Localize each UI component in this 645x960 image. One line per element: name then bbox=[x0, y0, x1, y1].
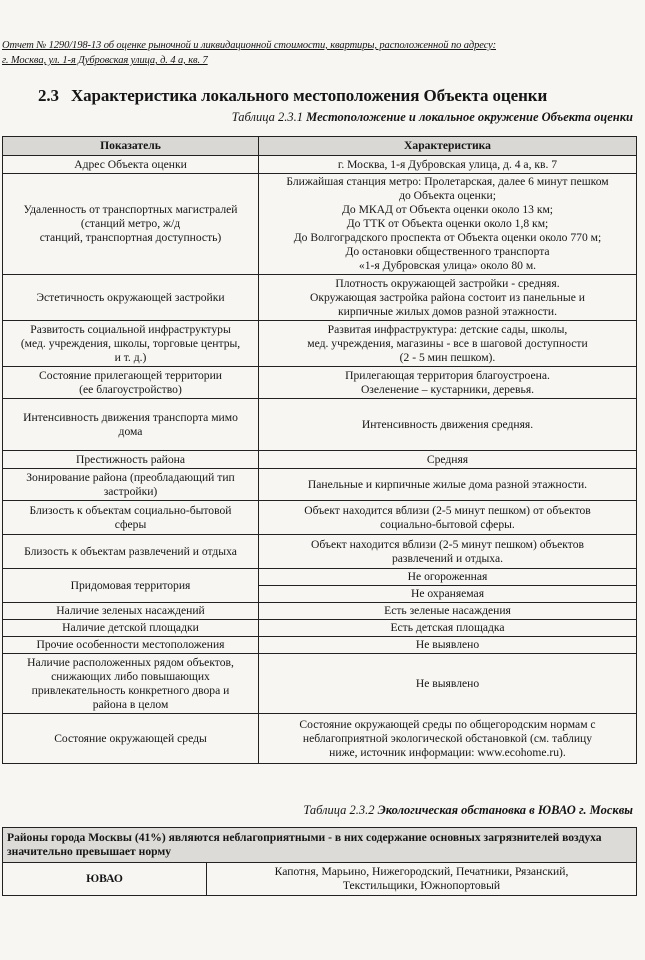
ecology-table bbox=[2, 827, 637, 896]
table2-caption bbox=[303, 803, 633, 818]
row-label: Удаленность от транспортных магистралей (станций метро, ж/д станций, транспортная доступность) bbox=[3, 174, 259, 275]
table-row bbox=[3, 535, 637, 569]
row-value: Панельные и кирпичные жилые дома разной этажности. bbox=[259, 469, 637, 501]
table-row bbox=[3, 637, 637, 654]
row-label: Близость к объектам развлечений и отдыха bbox=[3, 535, 259, 569]
row-label: Наличие расположенных рядом объектов, снижающих либо повышающих привлекательность конкретного двора и района в целом bbox=[3, 654, 259, 714]
row-value: Состояние окружающей среды по общегородским нормам с неблагоприятной экологической обстановкой (см. таблицу ниже, источник информации: www.ecohome.ru). bbox=[259, 714, 637, 764]
row-label: Придомовая территория bbox=[3, 569, 259, 603]
row-value: Не огороженная bbox=[259, 569, 637, 586]
row-label: Развитость социальной инфраструктуры (мед. учреждения, школы, торговые центры, и т. д.) bbox=[3, 321, 259, 367]
location-table bbox=[2, 136, 637, 764]
row-label: Эстетичность окружающей застройки bbox=[3, 275, 259, 321]
row-label: Прочие особенности местоположения bbox=[3, 637, 259, 654]
row-value: Плотность окружающей застройки - средняя. Окружающая застройка района состоит из панельные и кирпичные жилых домов разной этажности. bbox=[259, 275, 637, 321]
district-areas: Капотня, Марьино, Нижегородский, Печатники, Рязанский, Текстильщики, Южнопортовый bbox=[207, 863, 637, 896]
row-value: Есть детская площадка bbox=[259, 620, 637, 637]
row-value: Объект находится вблизи (2-5 минут пешком) от объектов социально-бытовой сферы. bbox=[259, 501, 637, 535]
table-row bbox=[3, 174, 637, 275]
column-header-characteristic: Характеристика bbox=[259, 137, 637, 156]
row-value-secondary: Не охраняемая bbox=[259, 586, 637, 603]
table-row bbox=[3, 156, 637, 174]
row-label: Наличие зеленых насаждений bbox=[3, 603, 259, 620]
table-row bbox=[3, 620, 637, 637]
table-row bbox=[3, 654, 637, 714]
table1-caption-text: Местоположение и локальное окружение Объекта оценки bbox=[306, 110, 633, 124]
table-row bbox=[3, 399, 637, 451]
table1-caption-prefix: Таблица 2.3.1 bbox=[231, 110, 303, 124]
district-name: ЮВАО bbox=[3, 863, 207, 896]
row-label: Состояние окружающей среды bbox=[3, 714, 259, 764]
report-header-line-2: г. Москва, ул. 1-я Дубровская улица, д. 4 а, кв. 7 bbox=[2, 55, 208, 66]
table2-caption-text: Экологическая обстановка в ЮВАО г. Москвы bbox=[377, 803, 633, 817]
row-value: г. Москва, 1-я Дубровская улица, д. 4 а, кв. 7 bbox=[259, 156, 637, 174]
table-row bbox=[3, 863, 637, 896]
row-label: Близость к объектам социально-бытовой сферы bbox=[3, 501, 259, 535]
ecology-header: Районы города Москвы (41%) являются неблагоприятными - в них содержание основных загрязнителей воздуха значительно превышает норму bbox=[3, 828, 637, 863]
row-value: Ближайшая станция метро: Пролетарская, далее 6 минут пешком до Объекта оценки; До МКАД от Объекта оценки около 13 км; До ТТК от Объекта оценки около 1,8 км; До Волгоградского проспекта от Объекта оценки около 770 м; До остановки общественного транспорта «1-я Дубровская улица» около 80 м. bbox=[259, 174, 637, 275]
table-header-row bbox=[3, 137, 637, 156]
row-value: Не выявлено bbox=[259, 654, 637, 714]
table-header-row bbox=[3, 828, 637, 863]
row-label: Зонирование района (преобладающий тип застройки) bbox=[3, 469, 259, 501]
table-row bbox=[3, 603, 637, 620]
row-value: Интенсивность движения средняя. bbox=[259, 399, 637, 451]
section-title: Характеристика локального местоположения Объекта оценки bbox=[70, 86, 548, 105]
table2-caption-prefix: Таблица 2.3.2 bbox=[303, 803, 375, 817]
table-row bbox=[3, 501, 637, 535]
row-label: Адрес Объекта оценки bbox=[3, 156, 259, 174]
row-label: Престижность района bbox=[3, 451, 259, 469]
section-number: 2.3 bbox=[38, 86, 59, 105]
row-value: Развитая инфраструктура: детские сады, школы, мед. учреждения, магазины - все в шаговой доступности (2 - 5 мин пешком). bbox=[259, 321, 637, 367]
row-value: Есть зеленые насаждения bbox=[259, 603, 637, 620]
row-value: Не выявлено bbox=[259, 637, 637, 654]
table-row bbox=[3, 569, 637, 586]
row-label: Состояние прилегающей территории (ее благоустройство) bbox=[3, 367, 259, 399]
row-value: Прилегающая территория благоустроена. Озеленение – кустарники, деревья. bbox=[259, 367, 637, 399]
table-row bbox=[3, 367, 637, 399]
table1-caption bbox=[232, 110, 633, 125]
column-header-indicator: Показатель bbox=[3, 137, 259, 156]
table-row bbox=[3, 451, 637, 469]
row-value: Средняя bbox=[259, 451, 637, 469]
table-row bbox=[3, 714, 637, 764]
table-row bbox=[3, 321, 637, 367]
report-header-line-1: Отчет № 1290/198-13 об оценке рыночной и ликвидационной стоимости, квартиры, расположенной по адресу: bbox=[2, 40, 497, 51]
row-value: Объект находится вблизи (2-5 минут пешком) объектов развлечений и отдыха. bbox=[259, 535, 637, 569]
table-row bbox=[3, 275, 637, 321]
section-heading bbox=[38, 86, 547, 106]
row-label: Наличие детской площадки bbox=[3, 620, 259, 637]
table-row bbox=[3, 469, 637, 501]
row-label: Интенсивность движения транспорта мимо дома bbox=[3, 399, 259, 451]
